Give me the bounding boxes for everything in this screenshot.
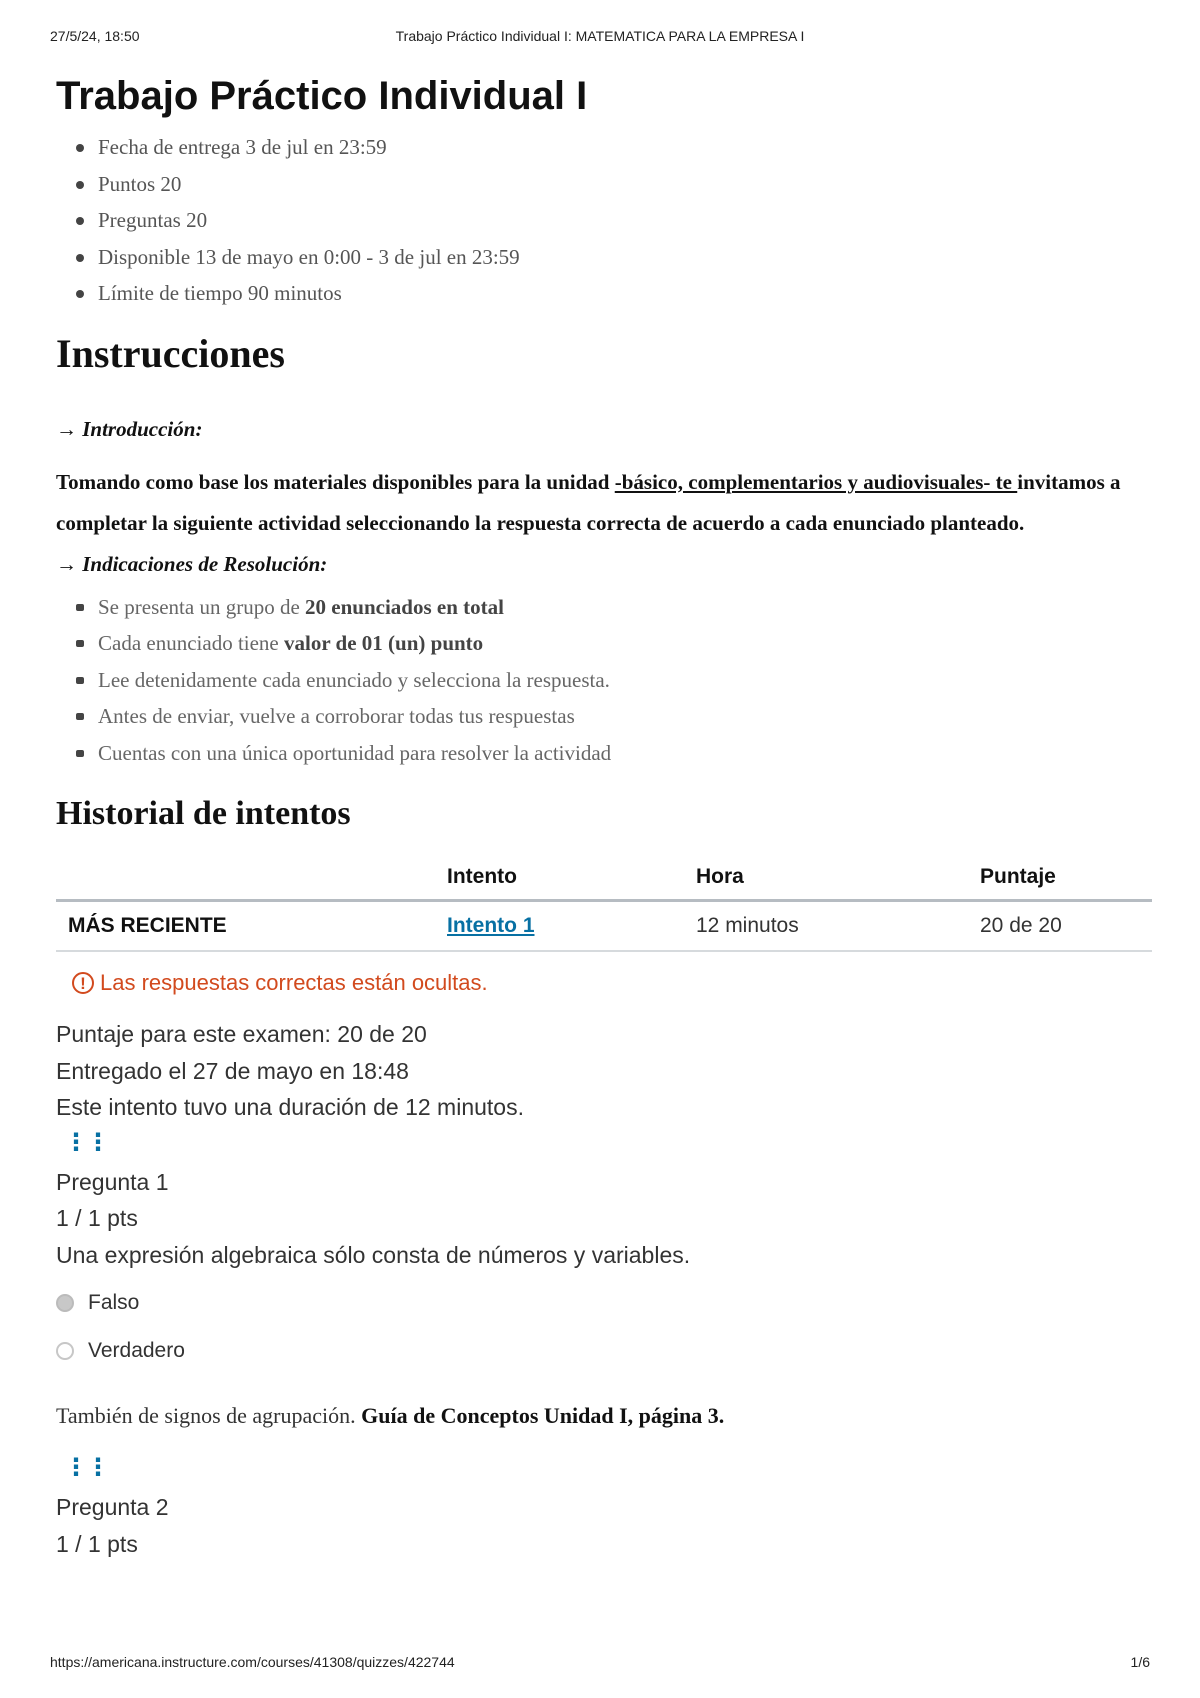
meta-points: Puntos 20 — [76, 166, 1146, 203]
table-row — [56, 901, 1152, 952]
feedback-reference: Guía de Conceptos Unidad I, página 3. — [361, 1403, 725, 1428]
answer-label: Falso — [88, 1291, 140, 1314]
attempt-time: 12 minutos — [684, 901, 968, 952]
meta-available: Disponible 13 de mayo en 0:00 - 3 de jul en 23:59 — [76, 239, 1146, 276]
question-title: Pregunta 2 — [56, 1494, 169, 1520]
indication-text: Lee detenidamente cada enunciado y selecciona la respuesta. — [98, 667, 610, 692]
indications-list — [56, 589, 1146, 772]
attempt-label: MÁS RECIENTE — [56, 901, 435, 952]
answer-options — [56, 1279, 1146, 1375]
print-page-title: Trabajo Práctico Individual I: MATEMATICA PARA LA EMPRESA I — [395, 28, 805, 44]
exclamation-circle-icon: ! — [72, 972, 94, 994]
column-header-attempt: Intento — [435, 855, 684, 901]
summary-duration: Este intento tuvo una duración de 12 minutos. — [56, 1094, 524, 1120]
print-page-number: 1/6 — [1130, 1654, 1150, 1670]
indication-text: Antes de enviar, vuelve a corroborar todas tus respuestas — [98, 704, 575, 728]
meta-due-date: Fecha de entrega 3 de jul en 23:59 — [76, 129, 1146, 166]
intro-text-1: Tomando como base los materiales disponibles para la unidad — [56, 469, 615, 494]
history-heading: Historial de intentos — [56, 795, 351, 832]
summary-score: Puntaje para este examen: 20 de 20 — [56, 1021, 427, 1047]
attempt-link[interactable]: Intento 1 — [447, 914, 535, 937]
hidden-answers-notice — [72, 970, 1146, 996]
attempts-header-row — [56, 855, 1152, 901]
quiz-title: Trabajo Práctico Individual I — [56, 74, 588, 118]
drag-handle-icon[interactable]: ⋮⋮ — [64, 1454, 108, 1481]
attempt-score: 20 de 20 — [968, 901, 1152, 952]
intro-text-2: invitamos a completar la siguiente actividad seleccionando la respuesta correcta de acuerdo a cada enunciado planteado. — [56, 469, 1121, 535]
radio-unselected-icon[interactable] — [56, 1342, 74, 1360]
indication-bold: 20 enunciados en total — [305, 594, 504, 619]
indication-item — [76, 698, 1146, 735]
question-points: 1 / 1 pts — [56, 1205, 138, 1231]
print-datetime: 27/5/24, 18:50 — [50, 28, 140, 44]
summary-submitted: Entregado el 27 de mayo en 18:48 — [56, 1057, 409, 1084]
indications-heading: → Indicaciones de Resolución: — [56, 551, 328, 576]
quiz-content — [56, 68, 1146, 1562]
question-feedback — [56, 1403, 1146, 1429]
meta-time-limit: Límite de tiempo 90 minutos — [76, 275, 1146, 312]
radio-selected-icon[interactable] — [56, 1294, 74, 1312]
instructions-heading: Instrucciones — [56, 330, 285, 376]
indication-text: Se presenta un grupo de — [98, 594, 306, 619]
indication-text: Cuentas con una única oportunidad para resolver la actividad — [98, 740, 612, 765]
attempt-cell — [435, 901, 684, 952]
attempt-summary — [56, 1016, 1146, 1126]
print-url: https://americana.instructure.com/courses/41308/quizzes/422744 — [50, 1654, 455, 1670]
question-points: 1 / 1 pts — [56, 1530, 138, 1557]
question-text: Una expresión algebraica sólo consta de números y variables. — [56, 1241, 691, 1268]
intro-text-underlined: -básico, complementarios y audiovisuales- te — [614, 469, 1018, 494]
column-header-time: Hora — [684, 855, 968, 901]
column-header-empty — [56, 855, 435, 901]
answer-option-verdadero[interactable] — [56, 1327, 1146, 1375]
feedback-text: También de signos de agrupación. — [56, 1403, 362, 1428]
column-header-score: Puntaje — [968, 855, 1152, 901]
quiz-meta-list — [56, 129, 1146, 312]
print-footer — [50, 1654, 1150, 1674]
drag-handle-icon[interactable]: ⋮⋮ — [64, 1128, 108, 1156]
indication-item — [76, 735, 1146, 772]
indication-item — [76, 625, 1146, 662]
notice-text: Las respuestas correctas están ocultas. — [100, 970, 488, 995]
indication-text: Cada enunciado tiene — [98, 631, 285, 655]
answer-option-falso[interactable] — [56, 1279, 1146, 1327]
indication-item — [76, 662, 1146, 699]
answer-label: Verdadero — [88, 1339, 185, 1362]
indication-item — [76, 589, 1146, 626]
print-header — [50, 28, 1150, 48]
attempts-table — [56, 855, 1152, 952]
intro-paragraph — [56, 462, 1146, 544]
indication-bold: valor de 01 (un) punto — [284, 631, 484, 655]
question-title: Pregunta 1 — [56, 1168, 169, 1195]
intro-heading: → Introducción: — [56, 416, 203, 441]
meta-questions: Preguntas 20 — [76, 202, 1146, 239]
